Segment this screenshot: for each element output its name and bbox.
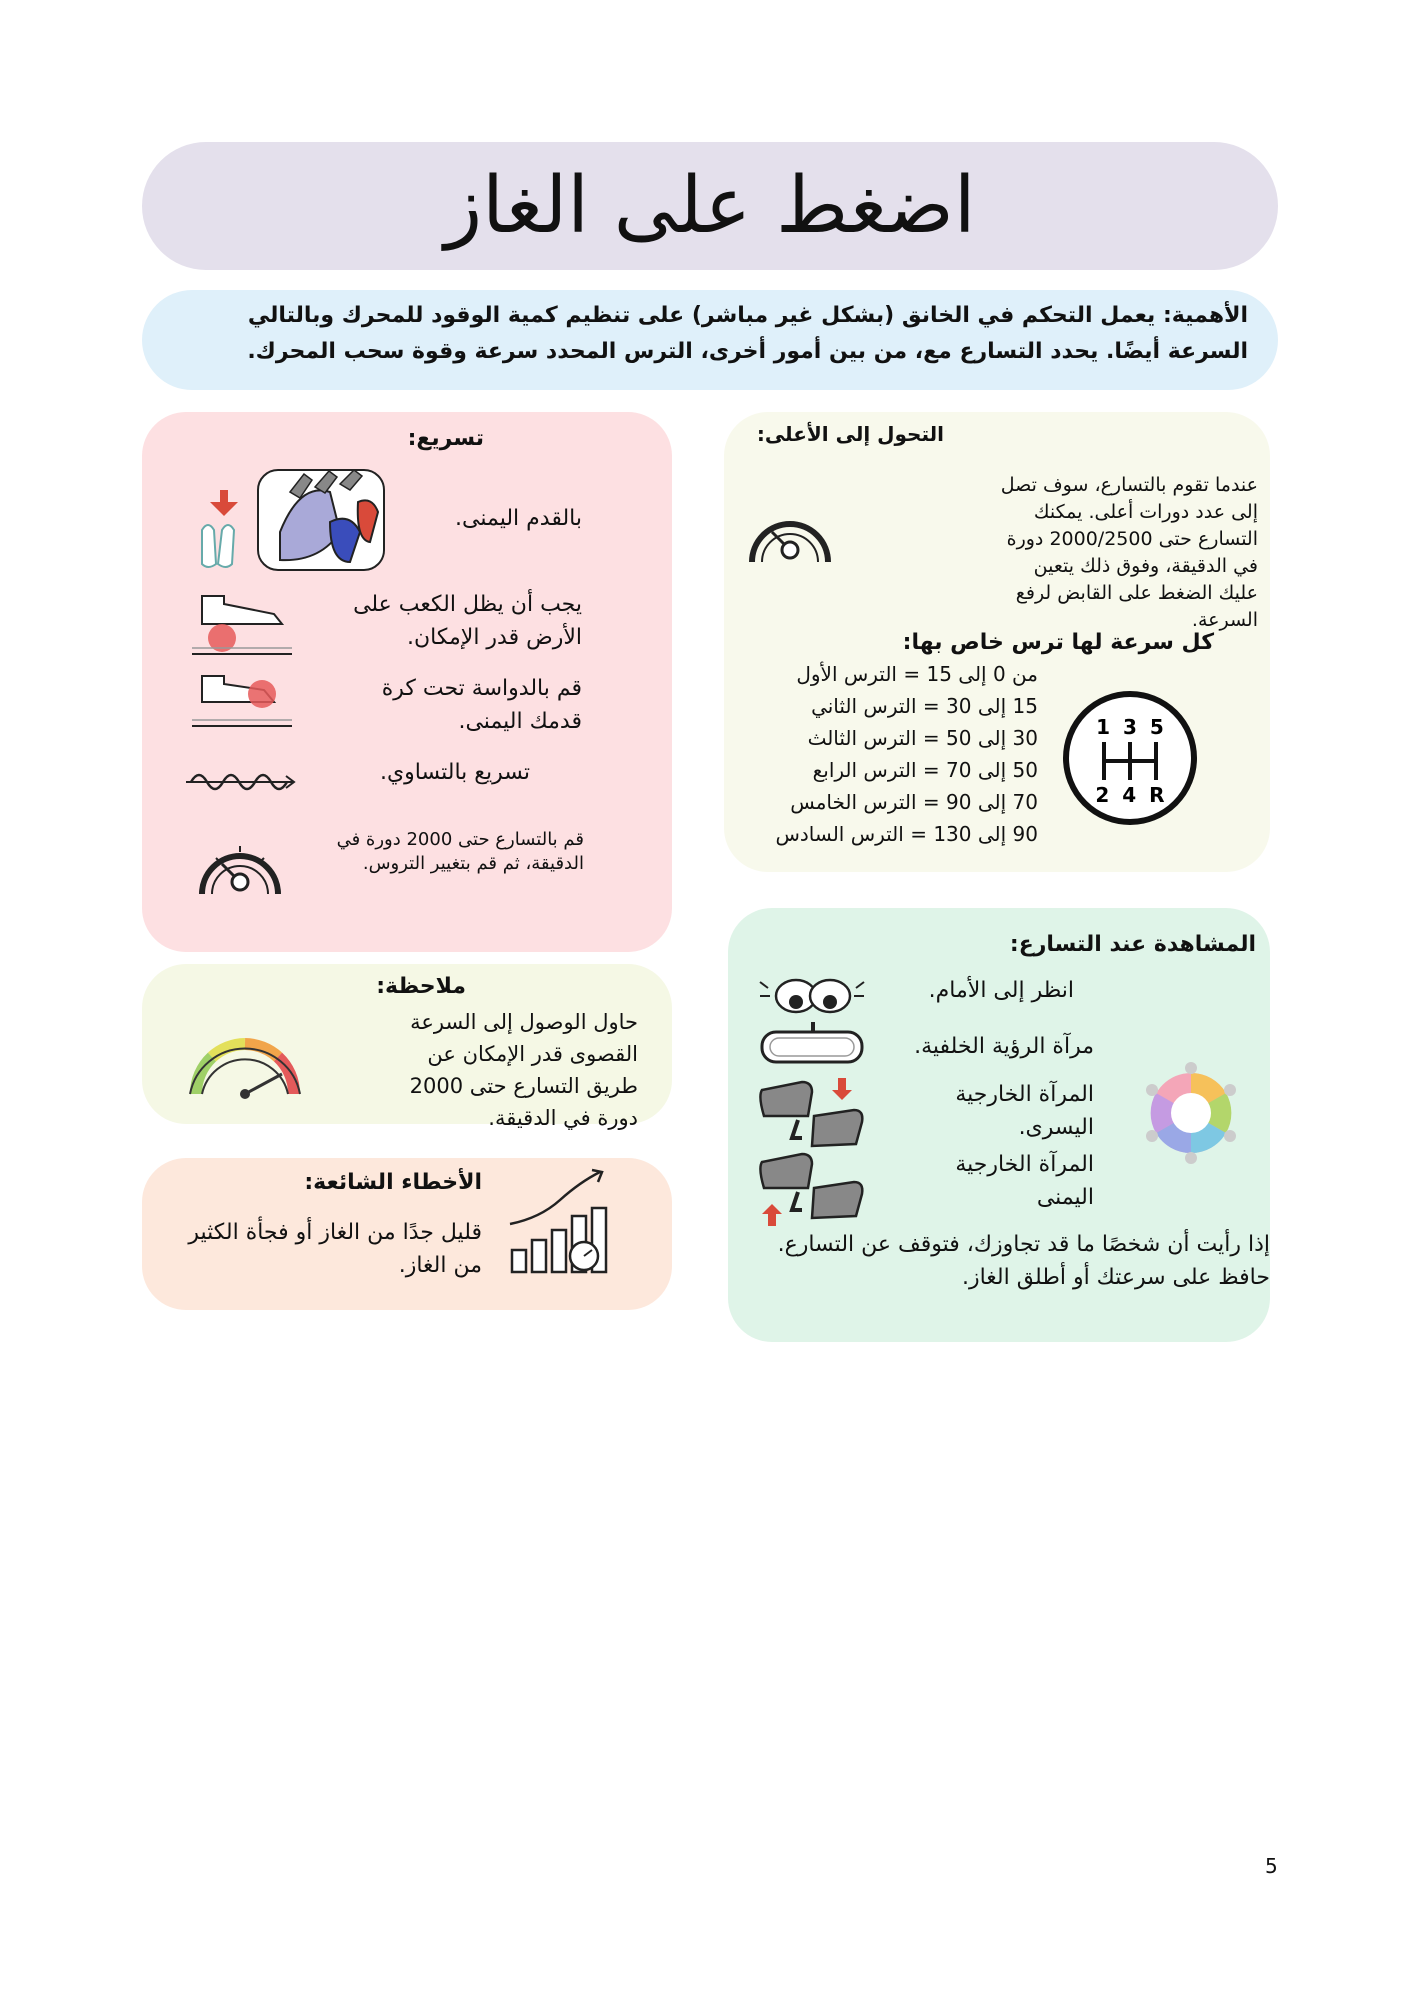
pedals-icon <box>190 462 390 572</box>
watch-footer-text: إذا رأيت أن شخصًا ما قد تجاوزك، فتوقف عن التسارع. حافظ على سرعتك أو أطلق الغاز. <box>777 1232 1270 1290</box>
gear-item: 15 إلى 30 = الترس الثاني <box>811 694 1038 718</box>
speedometer-gauge-icon <box>182 1024 308 1104</box>
left-mirror-icon <box>758 1076 868 1156</box>
watch-item: المرآة الخارجية اليمنى <box>955 1152 1094 1210</box>
gears-heading: كل سرعة لها ترس خاص بها: <box>902 630 1214 655</box>
heel-on-floor-icon <box>192 590 292 660</box>
note-card <box>142 964 672 1130</box>
acceleration-item: يجب أن يظل الكعب على الأرض قدر الإمكان. <box>353 592 582 650</box>
gear-shifter-icon <box>1060 688 1200 828</box>
gear-item: 90 إلى 130 = الترس السادس <box>775 822 1038 846</box>
page-title: اضغط على الغاز <box>444 161 976 251</box>
shift-up-heading: التحول إلى الأعلى: <box>756 422 944 446</box>
shift-up-text: عندما تقوم بالتسارع، سوف تصل إلى عدد دورات أعلى. يمكنك التسارع حتى 2000/2500 دورة في الدقيقة، وفوق ذلك يتعين عليك الضغط على القابض لرفع السرعة. <box>1000 474 1258 631</box>
watch-item: المرآة الخارجية اليسرى. <box>955 1082 1094 1140</box>
gear-item: من 0 إلى 15 = الترس الأول <box>796 662 1038 686</box>
tachometer-icon <box>742 492 838 572</box>
acceleration-heading: تسريع: <box>407 426 484 451</box>
gear-list <box>775 658 1038 850</box>
watch-item: انظر إلى الأمام. <box>928 978 1074 1003</box>
growth-chart-icon <box>504 1168 614 1278</box>
watch-heading: المشاهدة عند التسارع: <box>1009 932 1256 957</box>
even-wave-icon <box>186 762 296 802</box>
note-text: حاول الوصول إلى السرعة القصوى قدر الإمكان عن طريق التسارع حتى 2000 دورة في الدقيقة. <box>409 1010 638 1130</box>
color-wheel-icon <box>1136 1058 1246 1168</box>
right-mirror-icon <box>758 1148 868 1228</box>
watch-card <box>728 908 1270 1342</box>
watch-item: مرآة الرؤية الخلفية. <box>914 1034 1094 1059</box>
tachometer-icon <box>192 824 288 904</box>
gear-item: 30 إلى 50 = الترس الثالث <box>807 726 1038 750</box>
ball-of-foot-icon <box>192 666 292 736</box>
acceleration-item: بالقدم اليمنى. <box>455 506 582 531</box>
page-number: 5 <box>1265 1854 1278 1878</box>
acceleration-item: قم بالتسارع حتى 2000 دورة في الدقيقة، ثم قم بتغيير التروس. <box>336 829 584 874</box>
title-banner <box>142 142 1278 270</box>
common-mistakes-card <box>142 1158 672 1310</box>
acceleration-item: قم بالدواسة تحت كرة قدمك اليمنى. <box>381 676 582 734</box>
acceleration-card <box>142 412 672 952</box>
mistakes-heading: الأخطاء الشائعة: <box>304 1170 482 1195</box>
gear-item: 70 إلى 90 = الترس الخامس <box>790 790 1038 814</box>
shifter-bottom-labels: 2 4 R <box>1095 783 1165 807</box>
eyes-icon <box>758 966 868 1026</box>
acceleration-item: تسريع بالتساوي. <box>379 760 530 785</box>
shift-up-card <box>724 412 1270 872</box>
intro-box <box>142 290 1278 390</box>
intro-text: الأهمية: يعمل التحكم في الخانق (بشكل غير مباشر) على تنظيم كمية الوقود للمحرك وبالتالي السرعة أيضًا. يحدد التسارع مع، من بين أمور أخرى، الترس المحدد سرعة وقوة سحب المحرك. <box>247 303 1248 364</box>
shifter-top-labels: 1 3 5 <box>1096 715 1164 739</box>
mistakes-text: قليل جدًا من الغاز أو فجأة الكثير من الغاز. <box>188 1220 482 1278</box>
gear-item: 50 إلى 70 = الترس الرابع <box>812 758 1038 782</box>
rearview-mirror-icon <box>758 1020 868 1066</box>
note-heading: ملاحظة: <box>376 974 466 999</box>
